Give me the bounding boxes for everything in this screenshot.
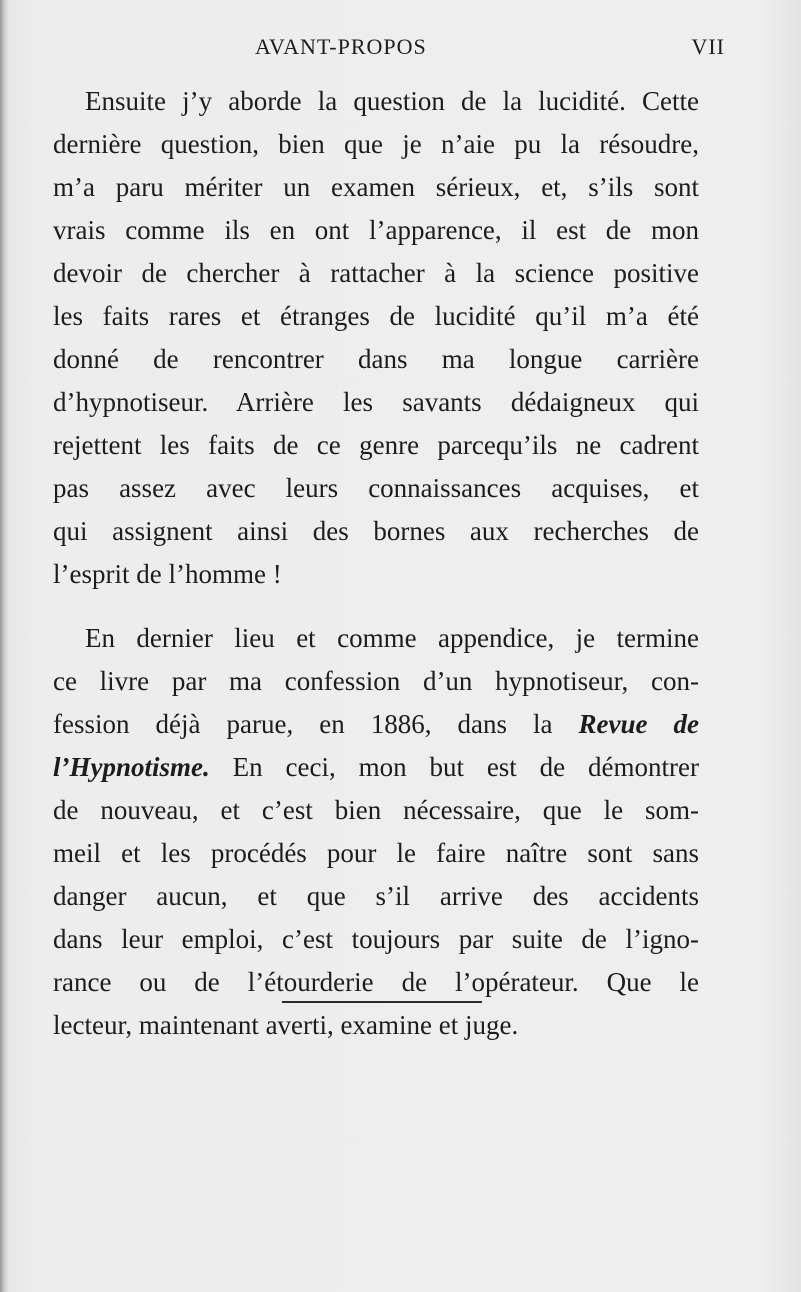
- text-line: de nouveau, et c’est bien nécessaire, que le som-: [53, 795, 699, 825]
- paragraph-gap: [53, 596, 699, 617]
- text-line: l’esprit de l’homme !: [53, 559, 282, 589]
- page-number: VII: [691, 34, 725, 59]
- journal-title: Revue de: [578, 709, 700, 739]
- journal-title: l’Hypnotisme.: [53, 752, 210, 782]
- text-line: les faits rares et étranges de lucidité qu’il m’a été: [53, 301, 699, 331]
- text-line: meil et les procédés pour le faire naître sont sans: [53, 838, 699, 868]
- text-line: m’a paru mériter un examen sérieux, et, s’ils sont: [53, 172, 699, 202]
- paragraph-1: [53, 80, 699, 596]
- text-line: donné de rencontrer dans ma longue carrière: [53, 344, 699, 374]
- text-line: ce livre par ma confession d’un hypnotiseur, con-: [53, 666, 699, 696]
- text-line: d’hypnotiseur. Arrière les savants dédaigneux qui: [53, 387, 699, 417]
- text-line: rejettent les faits de ce genre parcequ’ils ne cadrent: [53, 430, 699, 460]
- text-line: devoir de chercher à rattacher à la science positive: [53, 258, 699, 288]
- section-end-rule: [282, 1001, 482, 1003]
- text-line: danger aucun, et que s’il arrive des accidents: [53, 881, 699, 911]
- inline-text: En ceci, mon but est de démontrer: [232, 752, 699, 782]
- text-line: pas assez avec leurs connaissances acquises, et: [53, 473, 699, 503]
- text-line: dernière question, bien que je n’aie pu la résoudre,: [53, 129, 699, 159]
- paragraph-2: [53, 617, 699, 1047]
- text-line: vrais comme ils en ont l’apparence, il est de mon: [53, 215, 699, 245]
- text-line-with-title: [53, 746, 699, 789]
- text-line: rance ou de l’étourderie de l’opérateur. Que le: [53, 967, 699, 997]
- running-title: AVANT-PROPOS: [255, 34, 427, 59]
- text-line-with-title: [53, 703, 699, 746]
- inline-text: fession déjà parue, en 1886, dans la: [53, 709, 553, 739]
- text-line: dans leur emploi, c’est toujours par suite de l’igno-: [53, 924, 699, 954]
- page-gutter-shadow: [0, 0, 8, 1292]
- text-line: En dernier lieu et comme appendice, je termine: [85, 623, 699, 653]
- body-text: [53, 80, 699, 1047]
- text-line: lecteur, maintenant averti, examine et juge.: [53, 1010, 519, 1040]
- running-head: [40, 34, 725, 64]
- text-line: Ensuite j’y aborde la question de la lucidité. Cette: [85, 86, 699, 116]
- text-line: qui assignent ainsi des bornes aux recherches de: [53, 516, 699, 546]
